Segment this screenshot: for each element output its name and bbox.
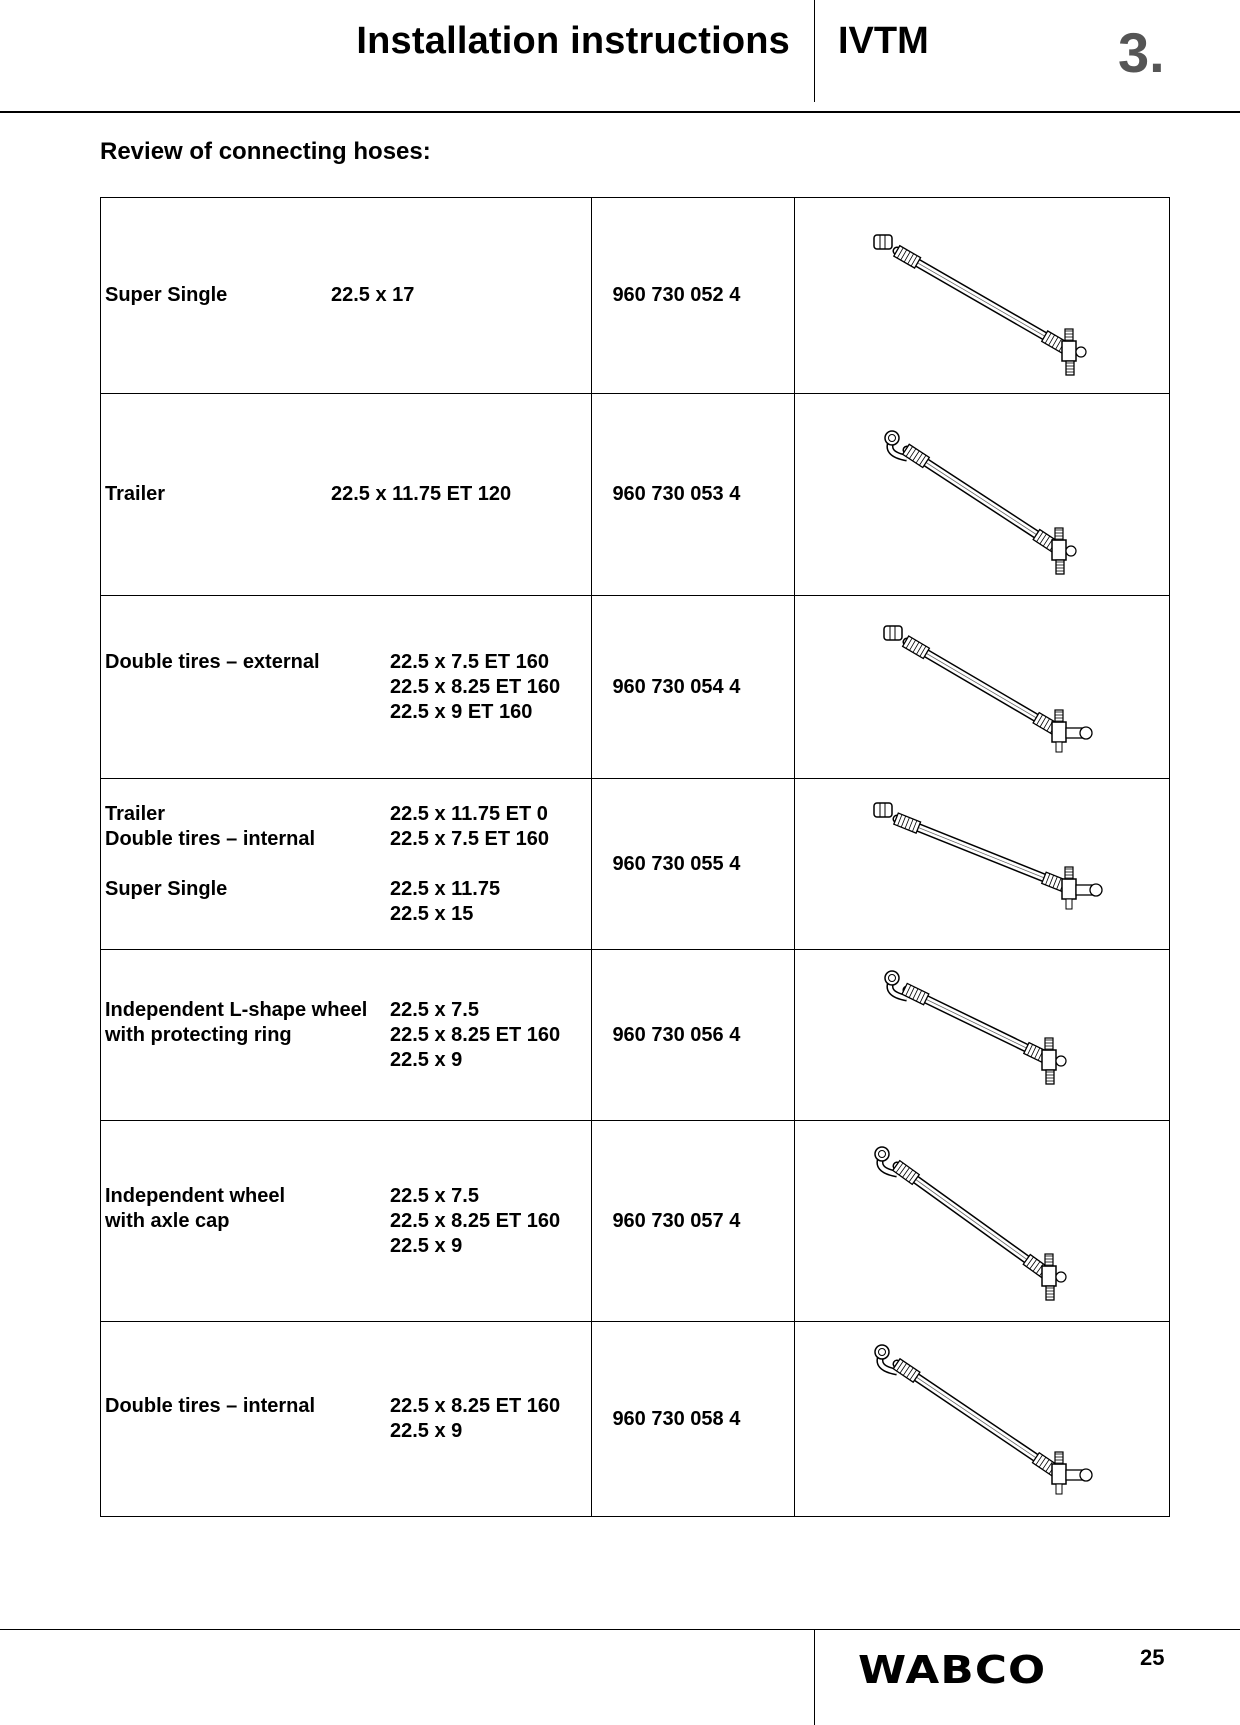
hose-drawing-icon <box>852 410 1112 580</box>
application-label <box>105 902 390 927</box>
tire-size: 22.5 x 11.75 ET 0 <box>390 802 548 825</box>
table-row <box>101 394 1170 596</box>
chapter-number: 3. <box>1118 21 1165 84</box>
application-label <box>105 700 390 725</box>
tire-size: 22.5 x 7.5 <box>390 998 479 1021</box>
hose-image-cell <box>795 779 1170 950</box>
header-rule <box>0 111 1240 113</box>
application-cell <box>101 1121 592 1322</box>
table-row <box>101 1322 1170 1517</box>
table-row <box>101 198 1170 394</box>
tire-size: 22.5 x 9 <box>390 1048 463 1071</box>
part-number: 960 730 055 4 <box>592 779 795 950</box>
footer-divider <box>814 1629 815 1725</box>
tire-size: 22.5 x 7.5 ET 160 <box>390 650 550 673</box>
table-row <box>101 1121 1170 1322</box>
part-number: 960 730 058 4 <box>592 1322 795 1517</box>
part-number: 960 730 052 4 <box>592 198 795 394</box>
application-label: with protecting ring <box>105 1023 292 1046</box>
footer-rule <box>0 1629 1240 1630</box>
part-number: 960 730 056 4 <box>592 950 795 1121</box>
header-divider <box>814 0 815 102</box>
application-label: Double tires – external <box>105 650 320 673</box>
application-cell <box>101 394 592 596</box>
hose-drawing-icon <box>852 1334 1112 1504</box>
hose-image-cell <box>795 394 1170 596</box>
hose-drawing-icon <box>852 1136 1112 1306</box>
part-number: 960 730 057 4 <box>592 1121 795 1322</box>
section-title: Review of connecting hoses: <box>100 138 431 165</box>
application-label: Double tires – internal <box>105 1395 316 1417</box>
document-title: Installation instructions <box>356 20 790 62</box>
hose-table <box>100 197 1170 1517</box>
application-label: Independent L-shape wheel <box>105 998 368 1021</box>
table-row <box>101 596 1170 779</box>
application-label <box>105 675 390 700</box>
hose-drawing-icon <box>852 602 1112 772</box>
application-label: Super Single <box>105 877 228 900</box>
hose-drawing-icon <box>852 950 1112 1120</box>
part-number: 960 730 054 4 <box>592 596 795 779</box>
application-label <box>105 1419 390 1444</box>
application-label: Trailer <box>105 483 166 505</box>
hose-image-cell <box>795 950 1170 1121</box>
application-label: Super Single <box>105 284 228 306</box>
tire-size: 22.5 x 8.25 ET 160 <box>390 1209 561 1232</box>
tire-size: 22.5 x 9 <box>390 1234 463 1257</box>
product-name: IVTM <box>838 20 929 62</box>
application-label <box>105 1234 390 1259</box>
tire-size: 22.5 x 9 ET 160 <box>390 700 533 723</box>
hose-drawing-icon <box>852 779 1112 949</box>
part-number: 960 730 053 4 <box>592 394 795 596</box>
tire-size <box>390 852 549 877</box>
tire-size: 22.5 x 8.25 ET 160 <box>390 675 561 698</box>
tire-size: 22.5 x 7.5 <box>390 1184 479 1207</box>
application-cell <box>101 596 592 779</box>
application-label: Trailer <box>105 802 166 825</box>
table-row <box>101 950 1170 1121</box>
application-cell <box>101 779 592 950</box>
hose-image-cell <box>795 596 1170 779</box>
table-row <box>101 779 1170 950</box>
hose-image-cell <box>795 1322 1170 1517</box>
hose-image-cell <box>795 1121 1170 1322</box>
hose-image-cell <box>795 198 1170 394</box>
application-label: Double tires – internal <box>105 827 316 850</box>
tire-size: 22.5 x 8.25 ET 160 <box>390 1395 561 1417</box>
tire-size: 22.5 x 7.5 ET 160 <box>390 827 550 850</box>
application-label <box>105 852 390 877</box>
application-label: Independent wheel <box>105 1184 286 1207</box>
wabco-logo: WABCO <box>858 1648 1047 1692</box>
page-number: 25 <box>1140 1645 1165 1670</box>
application-cell <box>101 1322 592 1517</box>
tire-size: 22.5 x 15 <box>390 902 474 925</box>
application-label <box>105 1048 390 1073</box>
hose-drawing-icon <box>852 211 1112 381</box>
application-label: with axle cap <box>105 1209 230 1232</box>
tire-size: 22.5 x 11.75 <box>390 877 501 900</box>
tire-size: 22.5 x 17 <box>331 284 415 306</box>
application-cell <box>101 198 592 394</box>
tire-size: 22.5 x 11.75 ET 120 <box>331 483 512 505</box>
tire-size: 22.5 x 9 <box>390 1420 463 1442</box>
tire-size: 22.5 x 8.25 ET 160 <box>390 1023 561 1046</box>
application-cell <box>101 950 592 1121</box>
